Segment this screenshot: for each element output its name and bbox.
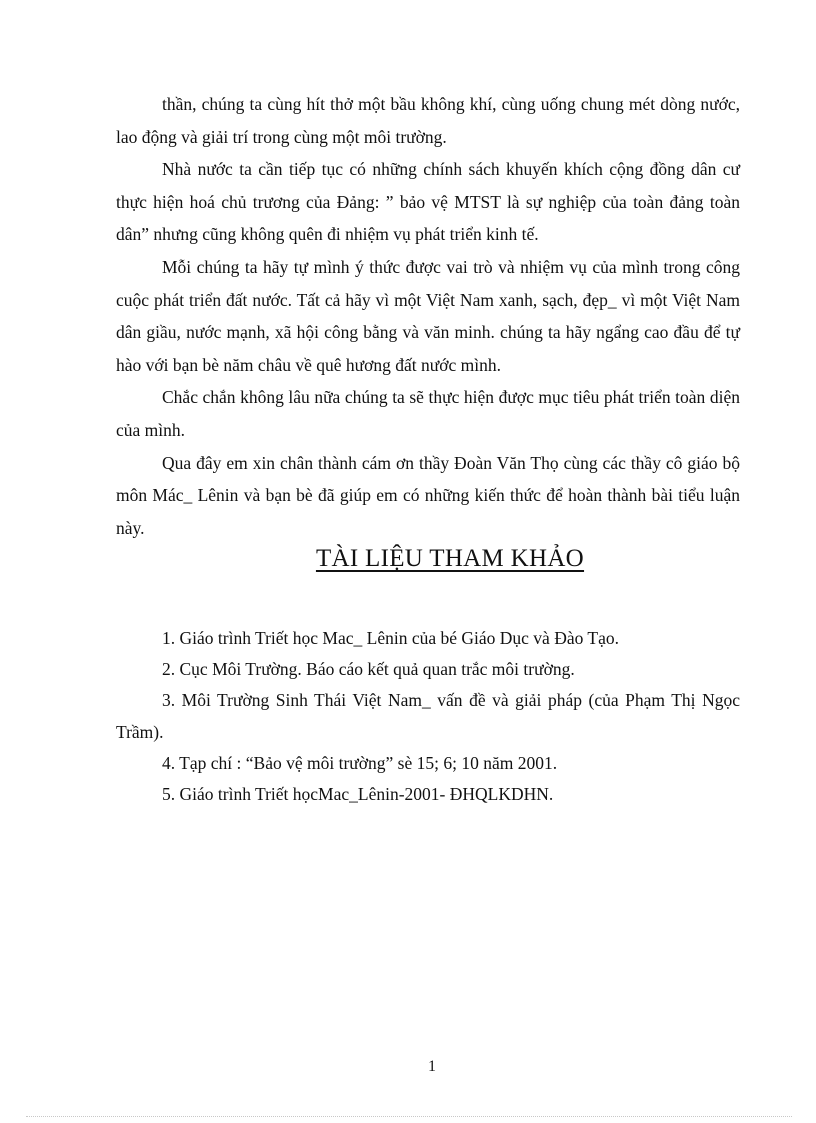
page-number: 1 bbox=[428, 1058, 436, 1075]
references-heading bbox=[0, 542, 816, 576]
references-heading-text: TÀI LIỆU THAM KHẢO bbox=[315, 545, 585, 572]
paragraph-awareness: Mỗi chúng ta hãy tự mình ý thức được vai trò và nhiệm vụ của mình trong công cuộc phát triển đất nước. Tất cả hãy vì một Việt Nam xanh, sạch, đẹp_ vì một Việt Nam dân giầu, nước mạnh, xã hội công bằng và văn minh. chúng ta hãy ngẩng cao đầu để tự hào với bạn bè năm châu về quê hương đất nước mình. bbox=[116, 256, 740, 375]
references-list bbox=[116, 623, 740, 810]
paragraph-goal: Chắc chắn không lâu nữa chúng ta sẽ thực hiện được mục tiêu phát triển toàn diện của mình. bbox=[116, 387, 740, 440]
paragraph-thanks: Qua đây em xin chân thành cám ơn thầy Đoàn Văn Thọ cùng các thầy cô giáo bộ môn Mác_ Lênin và bạn bè đã giúp em có những kiến thức để hoàn thành bài tiểu luận này. bbox=[116, 452, 740, 538]
paragraph-continuation: thần, chúng ta cùng hít thở một bầu không khí, cùng uống chung mét dòng nước, lao động và giải trí trong cùng một môi trường. bbox=[116, 94, 740, 147]
body-text bbox=[116, 88, 740, 544]
paragraph-policy: Nhà nước ta cần tiếp tục có những chính sách khuyến khích cộng đồng dân cư thực hiện hoá chủ trương của Đảng: ” bảo vệ MTST là sự nghiệp của toàn đảng toàn dân” nhưng cũng không quên đi nhiệm vụ phát triển kinh tế. bbox=[116, 159, 740, 245]
page-bottom-divider bbox=[26, 1116, 792, 1117]
reference-item: 1. Giáo trình Triết học Mac_ Lênin của bé Giáo Dục và Đào Tạo. bbox=[162, 628, 619, 648]
reference-item: 4. Tạp chí : “Bảo vệ môi trường” sè 15; 6; 10 năm 2001. bbox=[162, 752, 558, 773]
reference-item: 2. Cục Môi Trường. Báo cáo kết quả quan trắc môi trường. bbox=[162, 659, 575, 680]
reference-item: 5. Giáo trình Triết họcMac_Lênin-2001- ĐHQLKDHN. bbox=[162, 784, 554, 805]
reference-item: 3. Môi Trường Sinh Thái Việt Nam_ vấn đề và giải pháp (của Phạm Thị Ngọc Trầm). bbox=[116, 690, 740, 742]
